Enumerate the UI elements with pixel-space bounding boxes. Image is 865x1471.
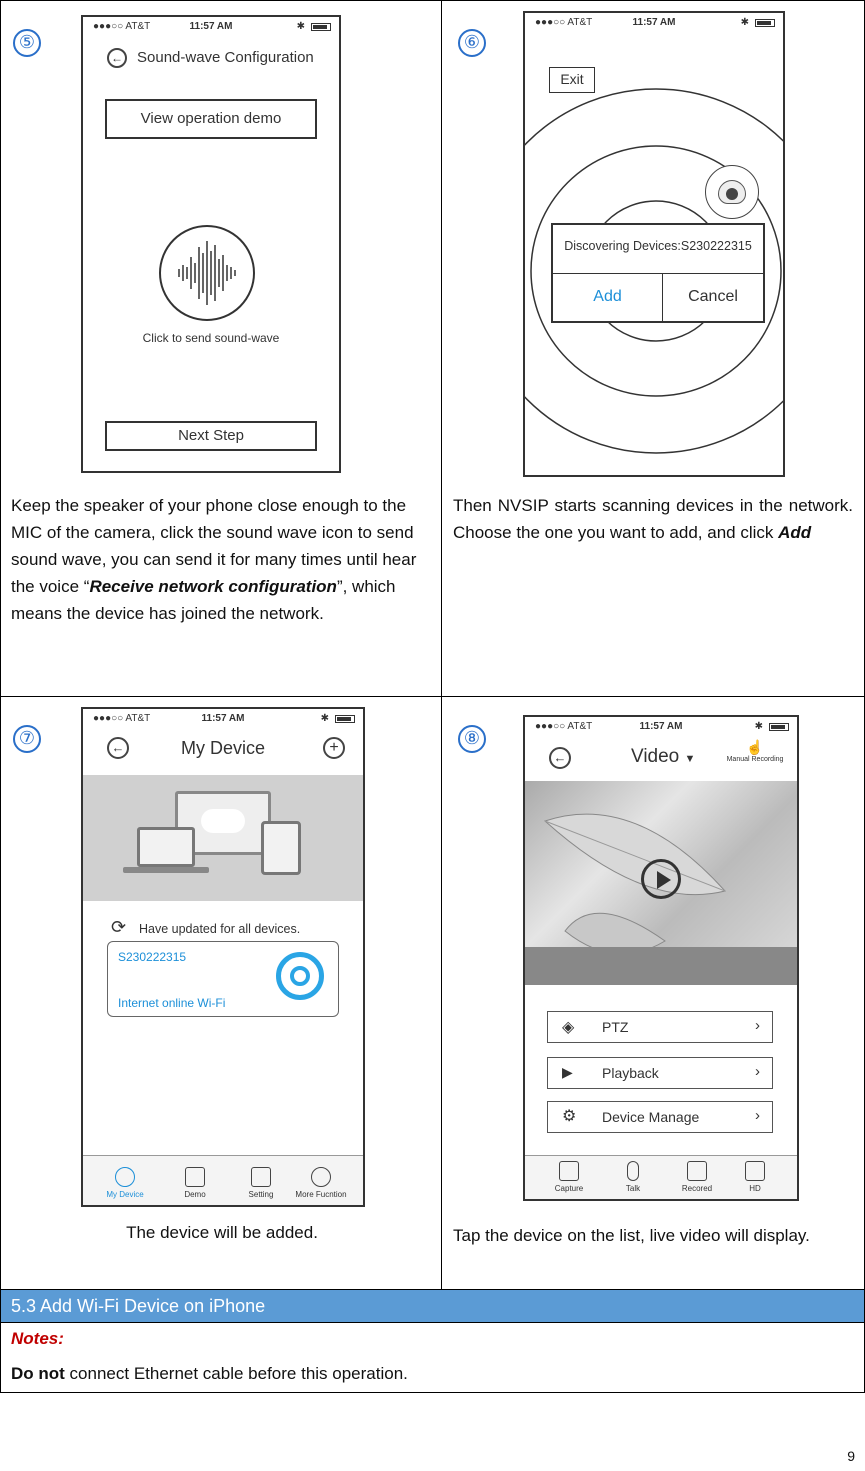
tab-label: Setting — [248, 1190, 274, 1199]
status-bar — [83, 713, 363, 727]
bluetooth-icon: ✱ — [754, 721, 763, 732]
notes-bold: Do not — [11, 1364, 65, 1383]
back-icon[interactable]: ← — [549, 747, 571, 769]
step-6-cell — [441, 0, 865, 697]
page-title[interactable] — [631, 746, 695, 768]
playback-icon: ▶ — [562, 1064, 573, 1080]
page-title: My Device — [180, 738, 265, 758]
dialog-text: Discovering Devices:S230222315 — [564, 239, 752, 253]
more-icon — [311, 1167, 331, 1187]
step-8-description: Tap the device on the list, live video will display. — [453, 1226, 810, 1245]
bluetooth-icon: ✱ — [296, 21, 305, 32]
soundwave-hint: Click to send sound-wave — [142, 331, 280, 345]
exit-button[interactable]: Exit — [549, 67, 595, 93]
tab-more-function[interactable] — [291, 1167, 351, 1199]
add-device-icon[interactable]: + — [323, 737, 345, 759]
menu-label: PTZ — [602, 1019, 629, 1035]
back-icon[interactable]: ← — [107, 737, 129, 759]
step-8-cell — [441, 697, 865, 1290]
device-status: Internet online Wi-Fi — [118, 996, 226, 1010]
tab-label: My Device — [106, 1190, 144, 1199]
page-number: 9 — [847, 1448, 855, 1464]
devices-banner — [83, 775, 363, 901]
notes-box — [0, 1323, 865, 1393]
refresh-icon[interactable]: ⟳ — [111, 917, 127, 937]
notes-body: connect Ethernet cable before this operation. — [64, 1364, 408, 1383]
menu-label: Playback — [602, 1065, 659, 1081]
play-button[interactable] — [641, 859, 681, 899]
tab-capture[interactable] — [539, 1161, 599, 1193]
status-time: 11:57 AM — [639, 721, 683, 732]
ptz-icon: ◈ — [562, 1019, 575, 1036]
menu-playback[interactable] — [547, 1057, 773, 1089]
device-camera-icon — [276, 952, 324, 1000]
tab-setting[interactable] — [231, 1167, 291, 1199]
step-number-8: ⑧ — [458, 725, 486, 753]
step-7-description: The device will be added. — [126, 1223, 318, 1242]
tab-record[interactable] — [667, 1161, 727, 1193]
phone-screen-soundwave — [81, 15, 341, 473]
menu-ptz[interactable] — [547, 1011, 773, 1043]
back-icon[interactable]: ← — [107, 48, 127, 68]
step-5-cell — [0, 0, 442, 697]
phone-screen-discovering — [523, 11, 785, 477]
step-number-7: ⑦ — [13, 725, 41, 753]
manual-recording-button[interactable] — [723, 739, 787, 763]
manual-recording-label: Manual Recording — [726, 756, 784, 763]
chevron-right-icon: › — [755, 1107, 760, 1124]
battery-icon — [311, 23, 331, 31]
status-time: 11:57 AM — [189, 21, 233, 32]
desc-emphasis: Add — [778, 523, 812, 542]
tab-label: More Fucntion — [295, 1190, 347, 1199]
tab-demo[interactable] — [165, 1167, 225, 1199]
camera-icon — [115, 1167, 135, 1187]
tab-label: Capture — [554, 1184, 584, 1193]
video-camera-icon — [687, 1161, 707, 1181]
tab-hd[interactable] — [725, 1161, 785, 1193]
next-step-button[interactable]: Next Step — [105, 421, 317, 451]
step-number-6: ⑥ — [458, 29, 486, 57]
bottom-tab-bar — [525, 1155, 797, 1199]
device-card[interactable] — [107, 941, 339, 1017]
notes-label: Notes: — [11, 1329, 64, 1348]
notes-text — [11, 1364, 408, 1384]
bluetooth-icon: ✱ — [320, 713, 329, 724]
hd-icon — [745, 1161, 765, 1181]
carrier-label: ●●●○○ AT&T — [535, 17, 593, 28]
carrier-label: ●●●○○ AT&T — [93, 21, 151, 32]
discovery-dialog — [551, 223, 765, 323]
carrier-label: ●●●○○ AT&T — [93, 713, 151, 724]
status-bar — [83, 21, 339, 35]
dropdown-icon: ▼ — [684, 753, 696, 765]
step-number-5: ⑤ — [13, 29, 41, 57]
menu-device-manage[interactable] — [547, 1101, 773, 1133]
cancel-button[interactable]: Cancel — [688, 288, 738, 305]
view-demo-button[interactable]: View operation demo — [105, 99, 317, 139]
desc-text-a: Then NVSIP starts scanning devices in the network. Choose the one you want to add, and click — [453, 496, 853, 542]
chevron-right-icon: › — [755, 1017, 760, 1034]
camera-icon — [705, 165, 759, 219]
battery-icon — [335, 715, 355, 723]
menu-label: Device Manage — [602, 1109, 700, 1125]
title-text: Video — [631, 746, 680, 767]
page-title: Sound-wave Configuration — [137, 49, 314, 66]
step-6-description — [453, 492, 853, 546]
chevron-right-icon: › — [755, 1063, 760, 1080]
desc-emphasis: Receive network configuration — [89, 577, 337, 596]
hand-pointer-icon: ☝ — [746, 739, 764, 755]
section-header: 5.3 Add Wi-Fi Device on iPhone — [0, 1290, 865, 1323]
soundwave-graphic — [161, 227, 253, 319]
step-7-cell — [0, 697, 442, 1290]
gear-icon: ⚙ — [562, 1108, 577, 1125]
add-button[interactable]: Add — [553, 273, 663, 323]
tab-label: Demo — [184, 1190, 206, 1199]
tab-talk[interactable] — [603, 1161, 663, 1193]
tab-label: Recored — [681, 1184, 713, 1193]
step-5-description — [11, 492, 435, 627]
carrier-label: ●●●○○ AT&T — [535, 721, 593, 732]
microphone-icon — [627, 1161, 639, 1181]
status-bar — [525, 721, 797, 735]
tab-label: HD — [749, 1184, 761, 1193]
video-control-strip — [525, 947, 797, 985]
desc-text-c: ”, which means the device has joined the network. — [11, 577, 396, 623]
tab-label: Talk — [625, 1184, 641, 1193]
desc-text-a: Keep the speaker of your phone close enough to the MIC of the camera, click the sound wave icon to send sound wave, you can send it for many times until hear the voice “ — [11, 496, 417, 596]
play-icon — [185, 1167, 205, 1187]
phone-screen-my-device — [81, 707, 365, 1207]
soundwave-icon[interactable] — [159, 225, 255, 321]
refresh-status-text: Have updated for all devices. — [139, 922, 301, 936]
status-time: 11:57 AM — [632, 17, 676, 28]
bluetooth-icon: ✱ — [740, 17, 749, 28]
tab-my-device[interactable] — [95, 1167, 155, 1199]
camera-icon — [559, 1161, 579, 1181]
bottom-tab-bar — [83, 1155, 363, 1205]
device-id: S230222315 — [118, 950, 187, 964]
phone-screen-video — [523, 715, 799, 1201]
battery-icon — [769, 723, 789, 731]
status-time: 11:57 AM — [201, 713, 245, 724]
gear-icon — [251, 1167, 271, 1187]
